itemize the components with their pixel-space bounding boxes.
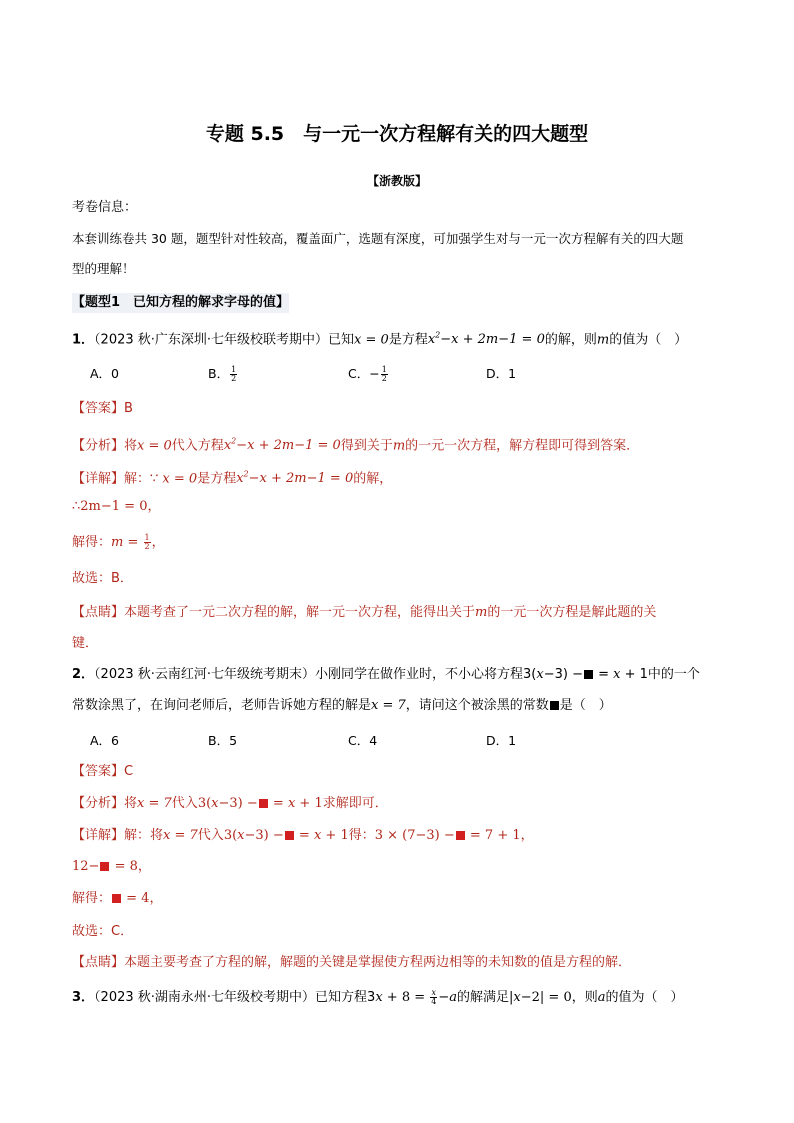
fraction: $\frac{1}{2}$ (231, 365, 237, 383)
q1-analysis: 【分析】将x = 0代入方程$x^2-x + 2m-1 = 0$得到关于m的一元一次方程，解方程即可得到答案． (72, 437, 640, 454)
q2-detail: 【详解】解：将x = 7代入3(x−3) − = x + 1得：3 × (7−3) − = 7 + 1， (72, 828, 534, 843)
q2-choose: 故选：C． (72, 924, 134, 939)
info-text-1: 本套训练卷共 30 题，题型针对性较高，覆盖面广，选题有深度，可加强学生对与一元一次方程解有关的四大题 (72, 231, 684, 246)
q1-var: m (596, 332, 610, 348)
blackout-square-icon (584, 670, 593, 679)
q2-answer: 【答案】C (72, 764, 134, 779)
q1-option-d[interactable]: D．1 (486, 366, 517, 381)
q1-option-a[interactable]: A．0 (90, 366, 120, 381)
q1-option-b[interactable]: B． $\frac{1}{2}$ (208, 365, 237, 383)
blackout-square-icon (456, 831, 465, 840)
q1-step-2: 解得：m = $\frac{1}{2}$ ， (72, 533, 165, 551)
q1-source: （2023 秋·广东深圳·七年级校联考期中） (94, 332, 329, 348)
q2-comment: 【点睛】本题主要考查了方程的解，解题的关键是掌握使方程两边相等的未知数的值是方程的解． (72, 955, 632, 970)
fraction: $\frac{1}{2}$ (381, 365, 387, 383)
q2-step-1: 12− = 8， (72, 859, 151, 874)
q2-option-b[interactable]: B．5 (208, 733, 238, 748)
question-2: 2．（2023 秋·云南红河·七年级统考期末）小刚同学在做作业时，不小心将方程3(x−3) − = x + 1中的一个 (72, 667, 700, 682)
q2-option-a[interactable]: A．6 (90, 733, 120, 748)
section-heading: 【题型1 已知方程的解求字母的值】 (72, 293, 289, 313)
q1-expr: x = 0 (354, 332, 389, 348)
info-label: 考卷信息： (72, 200, 138, 215)
q1-text: 已知 (328, 332, 355, 348)
q1-equation: $x^2-x + 2m-1 = 0$ (427, 331, 545, 348)
q1-comment: 【点睛】本题考查了一元二次方程的解，解一元一次方程，能得出关于m的一元一次方程是解此题的关 (72, 605, 657, 620)
question-2-line-2: 常数涂黑了，在询问老师后，老师告诉她方程的解是x = 7，请问这个被涂黑的常数 是（ ） (72, 698, 612, 713)
q1-text: 是方程 (388, 332, 428, 348)
q1-comment-tail: 键． (72, 636, 99, 651)
q1-answer: 【答案】B (72, 401, 133, 416)
info-text-2: 型的理解！ (72, 261, 135, 276)
blackout-square-icon (259, 799, 268, 808)
question-1 (72, 326, 687, 350)
question-3: 3．（2023 秋·湖南永州·七年级校考期中）已知方程3x + 8 = $\frac{x}{4}$ −a的解满足|x−2| = 0，则a的值为（ ） (72, 988, 684, 1006)
page-title: 专题 5.5 与一元一次方程解有关的四大题型 (205, 123, 589, 145)
q2-option-d[interactable]: D．1 (486, 733, 517, 748)
q1-text: 的值为（ ） (609, 332, 688, 348)
q2-step-2: 解得： = 4， (72, 891, 163, 906)
blackout-square-icon (112, 894, 121, 903)
q1-option-c[interactable]: C．− $\frac{1}{2}$ (348, 365, 387, 383)
q1-detail: 【详解】解：∵ x = 0是方程$x^2-x + 2m-1 = 0$的解， (72, 470, 393, 487)
blackout-square-icon (100, 862, 109, 871)
q1-step-1: ∴2m−1 = 0， (72, 499, 161, 514)
q1-number: 1． (72, 332, 95, 348)
edition-label: 【浙教版】 (366, 174, 427, 188)
q1-text: 的解，则 (544, 332, 597, 348)
blackout-square-icon (550, 701, 559, 710)
q2-analysis: 【分析】将x = 7代入3(x−3) − = x + 1求解即可． (72, 796, 388, 811)
q1-choose: 故选：B． (72, 571, 133, 586)
blackout-square-icon (285, 831, 294, 840)
q2-option-c[interactable]: C．4 (348, 733, 378, 748)
